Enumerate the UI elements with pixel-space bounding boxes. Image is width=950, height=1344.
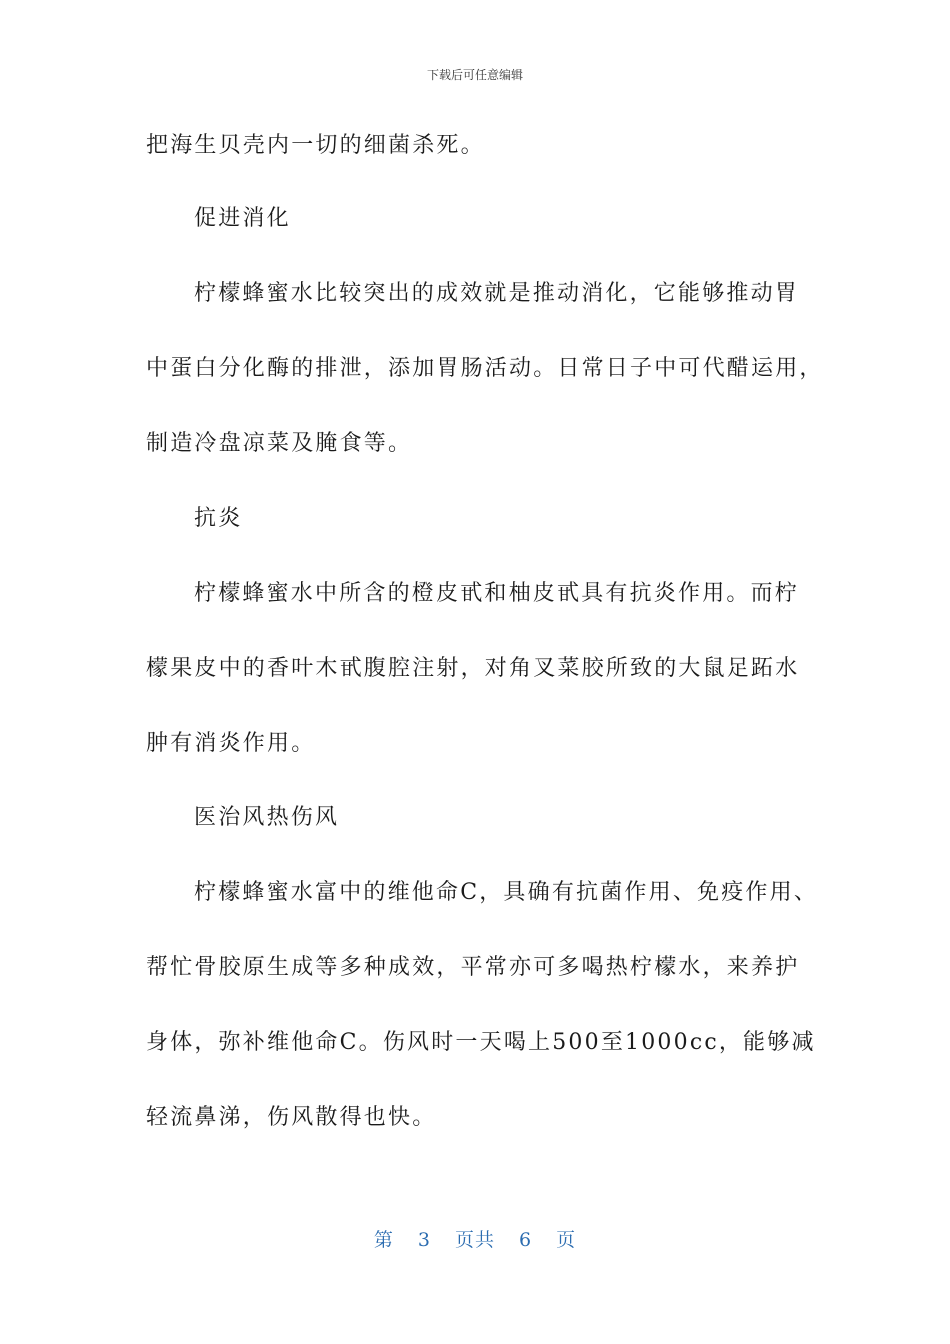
page-label-prefix: 第 [373,1229,394,1251]
current-page-number: 3 [417,1229,431,1251]
paragraph-line: 柠檬蜂蜜水中所含的橙皮甙和柚皮甙具有抗炎作用。而柠 [194,581,800,606]
section-heading: 抗炎 [194,506,243,531]
paragraph-line: 柠檬蜂蜜水富中的维他命C，具确有抗菌作用、免疫作用、 [194,880,819,905]
paragraph-line: 制造冷盘凉菜及腌食等。 [146,431,413,456]
paragraph-line: 柠檬蜂蜜水比较突出的成效就是推动消化，它能够推动胃 [194,281,800,306]
page-label-suffix: 页 [556,1229,577,1251]
paragraph-line: 帮忙骨胶原生成等多种成效，平常亦可多喝热柠檬水，来养护 [146,955,800,980]
paragraph-line: 中蛋白分化酶的排泄，添加胃肠活动。日常日子中可代醋运用， [146,356,824,381]
page-label-mid: 页共 [454,1229,495,1251]
section-heading: 促进消化 [194,206,291,231]
paragraph-line: 身体，弥补维他命C。伤风时一天喝上500至1000cc，能够减 [146,1030,816,1055]
paragraph-line: 把海生贝壳内一切的细菌杀死。 [146,133,485,158]
paragraph-line: 檬果皮中的香叶木甙腹腔注射，对角叉菜胶所致的大鼠足跖水 [146,656,800,681]
page-header: 下载后可任意编辑 [426,68,523,82]
page-footer [0,1225,950,1252]
paragraph-line: 肿有消炎作用。 [146,731,316,756]
section-heading: 医治风热伤风 [194,805,340,830]
paragraph-line: 轻流鼻涕，伤风散得也快。 [146,1105,437,1130]
total-page-number: 6 [519,1229,533,1251]
